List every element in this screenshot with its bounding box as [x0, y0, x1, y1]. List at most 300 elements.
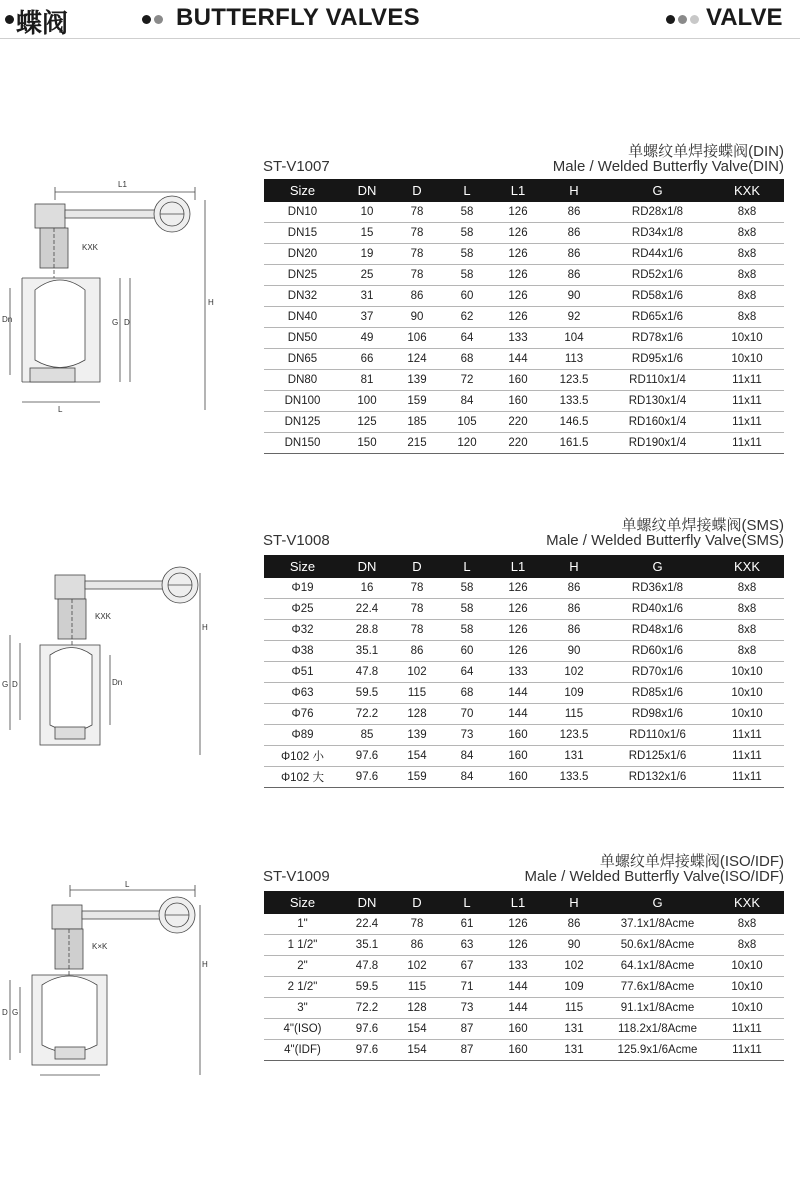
- table-cell: RD28x1/8: [605, 202, 710, 223]
- table-cell: 58: [441, 202, 493, 223]
- table-cell: 185: [393, 412, 441, 433]
- table-row: [264, 202, 784, 223]
- column-header: H: [543, 891, 605, 914]
- dimension-label-l: L: [125, 880, 130, 889]
- table-row: [264, 683, 784, 704]
- table-cell: 115: [393, 977, 441, 998]
- table-cell: 37: [341, 307, 393, 328]
- bullet-dot-icon: [690, 15, 699, 24]
- table-cell: 47.8: [341, 956, 393, 977]
- table-cell: 106: [393, 328, 441, 349]
- table-cell: 35.1: [341, 641, 393, 662]
- table-cell: RD65x1/6: [605, 307, 710, 328]
- table-cell: 160: [493, 746, 543, 767]
- table-cell: DN80: [264, 370, 341, 391]
- table-cell: Φ51: [264, 662, 341, 683]
- table-cell: 78: [393, 202, 441, 223]
- dimension-label-dn: Dn: [2, 315, 13, 324]
- table-cell: 102: [543, 662, 605, 683]
- table-cell: 97.6: [341, 767, 393, 788]
- table-cell: 90: [543, 286, 605, 307]
- table-cell: RD132x1/6: [605, 767, 710, 788]
- table-cell: DN100: [264, 391, 341, 412]
- table-cell: 72: [441, 370, 493, 391]
- table-cell: 104: [543, 328, 605, 349]
- table-cell: 86: [393, 935, 441, 956]
- table-cell: DN65: [264, 349, 341, 370]
- dimension-label-d: D: [12, 680, 18, 689]
- table-cell: 66: [341, 349, 393, 370]
- table-cell: 154: [393, 1019, 441, 1040]
- table-cell: 10x10: [710, 683, 784, 704]
- dimension-label-kxk: KXK: [82, 243, 99, 252]
- table-cell: RD34x1/8: [605, 223, 710, 244]
- table-cell: 220: [493, 433, 543, 454]
- table-cell: 1 1/2": [264, 935, 341, 956]
- table-row: [264, 412, 784, 433]
- model-number: ST-V1008: [263, 532, 330, 549]
- section-title-cn: 单螺纹单焊接蝶阀(ISO/IDF): [599, 853, 784, 870]
- table-cell: 10: [341, 202, 393, 223]
- table-cell: 109: [543, 977, 605, 998]
- column-header: Size: [264, 179, 341, 202]
- table-cell: 102: [543, 956, 605, 977]
- table-cell: 11x11: [710, 725, 784, 746]
- table-cell: 64: [441, 662, 493, 683]
- dimension-label-g: G: [12, 1008, 19, 1017]
- table-cell: 160: [493, 1040, 543, 1061]
- table-cell: 97.6: [341, 746, 393, 767]
- table-cell: RD60x1/6: [605, 641, 710, 662]
- dimension-label-d: D: [124, 318, 130, 327]
- table-row: [264, 599, 784, 620]
- column-header: L: [441, 555, 493, 578]
- table-row: [264, 349, 784, 370]
- table-cell: 4"(ISO): [264, 1019, 341, 1040]
- table-cell: 131: [543, 1040, 605, 1061]
- dimension-label-l: L: [58, 405, 63, 414]
- table-cell: RD36x1/8: [605, 578, 710, 599]
- table-cell: 220: [493, 412, 543, 433]
- table-cell: 144: [493, 977, 543, 998]
- table-cell: 144: [493, 704, 543, 725]
- table-cell: RD52x1/6: [605, 265, 710, 286]
- valve-technical-drawing: [0, 170, 245, 440]
- table-cell: 3": [264, 998, 341, 1019]
- table-cell: 8x8: [710, 202, 784, 223]
- table-cell: 58: [441, 244, 493, 265]
- table-cell: Φ89: [264, 725, 341, 746]
- table-cell: DN40: [264, 307, 341, 328]
- table-cell: 126: [493, 286, 543, 307]
- table-cell: 126: [493, 307, 543, 328]
- table-cell: 126: [493, 599, 543, 620]
- table-cell: 126: [493, 914, 543, 935]
- table-cell: 10x10: [710, 662, 784, 683]
- column-header: L1: [493, 891, 543, 914]
- table-cell: 4"(IDF): [264, 1040, 341, 1061]
- column-header: L1: [493, 555, 543, 578]
- section-title-en: Male / Welded Butterfly Valve(ISO/IDF): [524, 868, 784, 885]
- table-cell: 115: [543, 998, 605, 1019]
- table-row: [264, 244, 784, 265]
- table-cell: 16: [341, 578, 393, 599]
- table-cell: 144: [493, 349, 543, 370]
- table-cell: 78: [393, 223, 441, 244]
- section-title-cn: 单螺纹单焊接蝶阀(SMS): [621, 517, 784, 534]
- table-cell: RD78x1/6: [605, 328, 710, 349]
- table-cell: 126: [493, 935, 543, 956]
- column-header: DN: [341, 891, 393, 914]
- column-header: L1: [493, 179, 543, 202]
- table-cell: RD125x1/6: [605, 746, 710, 767]
- header-cn-title: 蝶阀: [16, 8, 69, 38]
- table-cell: 2 1/2": [264, 977, 341, 998]
- table-cell: RD40x1/6: [605, 599, 710, 620]
- table-cell: 63: [441, 935, 493, 956]
- table-cell: 78: [393, 620, 441, 641]
- dimension-label-kxk: KXK: [95, 612, 112, 621]
- spec-table-iso-idf: [264, 891, 784, 1061]
- table-cell: 31: [341, 286, 393, 307]
- table-cell: 90: [543, 641, 605, 662]
- dimension-label-kxk: K×K: [92, 942, 108, 951]
- table-row: [264, 704, 784, 725]
- table-cell: 25: [341, 265, 393, 286]
- table-cell: 133: [493, 956, 543, 977]
- header-title: BUTTERFLY VALVES: [176, 4, 420, 31]
- table-cell: 8x8: [710, 265, 784, 286]
- table-cell: 58: [441, 265, 493, 286]
- table-cell: 58: [441, 578, 493, 599]
- table-cell: 161.5: [543, 433, 605, 454]
- table-cell: 160: [493, 767, 543, 788]
- table-cell: 144: [493, 998, 543, 1019]
- table-cell: 49: [341, 328, 393, 349]
- table-cell: 8x8: [710, 286, 784, 307]
- table-cell: Φ38: [264, 641, 341, 662]
- table-cell: 91.1x1/8Acme: [605, 998, 710, 1019]
- spec-table-din: [264, 179, 784, 454]
- table-cell: RD95x1/6: [605, 349, 710, 370]
- table-cell: 10x10: [710, 977, 784, 998]
- table-cell: 8x8: [710, 641, 784, 662]
- table-cell: 86: [543, 223, 605, 244]
- table-cell: 50.6x1/8Acme: [605, 935, 710, 956]
- table-cell: 97.6: [341, 1019, 393, 1040]
- table-cell: RD110x1/4: [605, 370, 710, 391]
- table-cell: 139: [393, 370, 441, 391]
- table-cell: Φ25: [264, 599, 341, 620]
- table-cell: RD130x1/4: [605, 391, 710, 412]
- table-cell: 73: [441, 998, 493, 1019]
- table-cell: 150: [341, 433, 393, 454]
- table-cell: 8x8: [710, 307, 784, 328]
- table-row: [264, 307, 784, 328]
- table-cell: Φ76: [264, 704, 341, 725]
- table-row: [264, 998, 784, 1019]
- bullet-dot-icon: [678, 15, 687, 24]
- header-category: VALVE: [706, 4, 783, 31]
- table-cell: 159: [393, 391, 441, 412]
- table-cell: 8x8: [710, 620, 784, 641]
- table-cell: 73: [441, 725, 493, 746]
- table-cell: 86: [543, 244, 605, 265]
- table-cell: RD70x1/6: [605, 662, 710, 683]
- column-header: DN: [341, 555, 393, 578]
- table-row: [264, 746, 784, 767]
- dimension-label-dn: Dn: [112, 678, 123, 687]
- table-cell: 115: [393, 683, 441, 704]
- table-cell: 160: [493, 391, 543, 412]
- table-cell: RD190x1/4: [605, 433, 710, 454]
- table-cell: 10x10: [710, 349, 784, 370]
- table-cell: DN20: [264, 244, 341, 265]
- table-cell: 84: [441, 767, 493, 788]
- table-row: [264, 391, 784, 412]
- table-cell: 47.8: [341, 662, 393, 683]
- table-cell: 8x8: [710, 599, 784, 620]
- section-title-cn: 单螺纹单焊接蝶阀(DIN): [628, 143, 784, 160]
- table-cell: 86: [543, 265, 605, 286]
- table-cell: 126: [493, 244, 543, 265]
- column-header: D: [393, 179, 441, 202]
- table-row: [264, 433, 784, 454]
- table-cell: 8x8: [710, 223, 784, 244]
- dimension-label-d: D: [2, 1008, 8, 1017]
- bullet-dot-icon: [5, 15, 14, 24]
- table-cell: 87: [441, 1019, 493, 1040]
- header-divider: [0, 38, 800, 39]
- bullet-dot-icon: [154, 15, 163, 24]
- valve-technical-drawing: [0, 555, 245, 770]
- dimension-label-h: H: [202, 960, 208, 969]
- column-header: G: [605, 555, 710, 578]
- table-header-row: [264, 179, 784, 202]
- table-cell: 11x11: [710, 370, 784, 391]
- section-title-en: Male / Welded Butterfly Valve(SMS): [546, 532, 784, 549]
- table-cell: RD58x1/6: [605, 286, 710, 307]
- table-cell: 78: [393, 244, 441, 265]
- table-cell: 58: [441, 620, 493, 641]
- table-cell: 8x8: [710, 578, 784, 599]
- table-cell: 113: [543, 349, 605, 370]
- table-row: [264, 956, 784, 977]
- table-cell: 125.9x1/6Acme: [605, 1040, 710, 1061]
- column-header: D: [393, 891, 441, 914]
- table-cell: 102: [393, 662, 441, 683]
- column-header: L: [441, 891, 493, 914]
- dimension-label-g: G: [2, 680, 9, 689]
- bullet-dot-icon: [666, 15, 675, 24]
- table-cell: Φ63: [264, 683, 341, 704]
- model-number: ST-V1009: [263, 868, 330, 885]
- table-cell: 11x11: [710, 391, 784, 412]
- table-cell: 28.8: [341, 620, 393, 641]
- table-cell: Φ102 小: [264, 746, 341, 767]
- table-cell: RD98x1/6: [605, 704, 710, 725]
- table-row: [264, 935, 784, 956]
- table-cell: 87: [441, 1040, 493, 1061]
- table-cell: 11x11: [710, 1040, 784, 1061]
- table-row: [264, 641, 784, 662]
- table-cell: 77.6x1/8Acme: [605, 977, 710, 998]
- table-cell: 8x8: [710, 244, 784, 265]
- table-cell: DN150: [264, 433, 341, 454]
- table-header-row: [264, 555, 784, 578]
- table-cell: 15: [341, 223, 393, 244]
- table-row: [264, 977, 784, 998]
- table-cell: 109: [543, 683, 605, 704]
- table-cell: 139: [393, 725, 441, 746]
- table-cell: RD85x1/6: [605, 683, 710, 704]
- table-cell: 154: [393, 1040, 441, 1061]
- table-cell: 84: [441, 746, 493, 767]
- table-cell: 86: [543, 914, 605, 935]
- table-cell: RD48x1/6: [605, 620, 710, 641]
- table-cell: 72.2: [341, 998, 393, 1019]
- table-cell: 78: [393, 914, 441, 935]
- spec-table-sms: [264, 555, 784, 788]
- table-cell: 126: [493, 265, 543, 286]
- dimension-label-g: G: [112, 318, 119, 327]
- table-cell: 160: [493, 725, 543, 746]
- table-cell: 10x10: [710, 956, 784, 977]
- table-row: [264, 223, 784, 244]
- bullet-dot-icon: [142, 15, 151, 24]
- table-cell: 11x11: [710, 1019, 784, 1040]
- table-cell: 19: [341, 244, 393, 265]
- model-number: ST-V1007: [263, 158, 330, 175]
- table-cell: 105: [441, 412, 493, 433]
- table-cell: 62: [441, 307, 493, 328]
- table-cell: 160: [493, 1019, 543, 1040]
- table-cell: 86: [543, 599, 605, 620]
- table-cell: 123.5: [543, 370, 605, 391]
- table-cell: 154: [393, 746, 441, 767]
- column-header: KXK: [710, 555, 784, 578]
- table-cell: 78: [393, 599, 441, 620]
- table-cell: 58: [441, 223, 493, 244]
- table-cell: 120: [441, 433, 493, 454]
- table-cell: 133: [493, 328, 543, 349]
- table-cell: 128: [393, 998, 441, 1019]
- table-cell: 124: [393, 349, 441, 370]
- table-cell: 123.5: [543, 725, 605, 746]
- table-cell: DN32: [264, 286, 341, 307]
- table-cell: 22.4: [341, 599, 393, 620]
- table-cell: 11x11: [710, 412, 784, 433]
- dimension-label-l1: L1: [118, 180, 127, 189]
- table-cell: 102: [393, 956, 441, 977]
- table-cell: 35.1: [341, 935, 393, 956]
- table-row: [264, 620, 784, 641]
- table-row: [264, 767, 784, 788]
- table-cell: 131: [543, 746, 605, 767]
- table-cell: 10x10: [710, 998, 784, 1019]
- table-cell: 68: [441, 349, 493, 370]
- table-cell: 59.5: [341, 977, 393, 998]
- table-cell: 86: [393, 286, 441, 307]
- table-cell: 146.5: [543, 412, 605, 433]
- table-cell: 78: [393, 265, 441, 286]
- table-cell: 59.5: [341, 683, 393, 704]
- table-header-row: [264, 891, 784, 914]
- column-header: KXK: [710, 179, 784, 202]
- table-cell: Φ102 大: [264, 767, 341, 788]
- table-cell: 37.1x1/8Acme: [605, 914, 710, 935]
- table-cell: 1": [264, 914, 341, 935]
- table-cell: 81: [341, 370, 393, 391]
- table-cell: Φ32: [264, 620, 341, 641]
- table-cell: 86: [543, 620, 605, 641]
- table-cell: 126: [493, 578, 543, 599]
- table-cell: 215: [393, 433, 441, 454]
- column-header: H: [543, 555, 605, 578]
- table-cell: 97.6: [341, 1040, 393, 1061]
- table-cell: 85: [341, 725, 393, 746]
- table-cell: 92: [543, 307, 605, 328]
- page-header: [0, 0, 800, 42]
- table-row: [264, 914, 784, 935]
- table-cell: 10x10: [710, 704, 784, 725]
- table-row: [264, 286, 784, 307]
- table-cell: 67: [441, 956, 493, 977]
- table-row: [264, 662, 784, 683]
- column-header: Size: [264, 555, 341, 578]
- table-cell: 10x10: [710, 328, 784, 349]
- column-header: L: [441, 179, 493, 202]
- table-cell: 131: [543, 1019, 605, 1040]
- table-cell: 90: [543, 935, 605, 956]
- table-cell: 64.1x1/8Acme: [605, 956, 710, 977]
- table-cell: 11x11: [710, 433, 784, 454]
- table-cell: 78: [393, 578, 441, 599]
- table-cell: 72.2: [341, 704, 393, 725]
- column-header: KXK: [710, 891, 784, 914]
- table-cell: 86: [543, 202, 605, 223]
- section-title-en: Male / Welded Butterfly Valve(DIN): [552, 158, 784, 175]
- table-cell: 90: [393, 307, 441, 328]
- table-cell: DN50: [264, 328, 341, 349]
- column-header: D: [393, 555, 441, 578]
- column-header: Size: [264, 891, 341, 914]
- table-cell: RD110x1/6: [605, 725, 710, 746]
- column-header: DN: [341, 179, 393, 202]
- table-cell: DN25: [264, 265, 341, 286]
- table-cell: 60: [441, 641, 493, 662]
- table-cell: 133.5: [543, 767, 605, 788]
- table-cell: 133.5: [543, 391, 605, 412]
- table-row: [264, 1019, 784, 1040]
- column-header: H: [543, 179, 605, 202]
- table-cell: 126: [493, 202, 543, 223]
- table-cell: 84: [441, 391, 493, 412]
- table-cell: 58: [441, 599, 493, 620]
- table-cell: 61: [441, 914, 493, 935]
- table-cell: 22.4: [341, 914, 393, 935]
- table-cell: 8x8: [710, 914, 784, 935]
- table-row: [264, 578, 784, 599]
- valve-technical-drawing: [0, 875, 245, 1090]
- table-cell: 118.2x1/8Acme: [605, 1019, 710, 1040]
- table-cell: 126: [493, 620, 543, 641]
- table-cell: 125: [341, 412, 393, 433]
- column-header: G: [605, 179, 710, 202]
- table-cell: 128: [393, 704, 441, 725]
- table-cell: 60: [441, 286, 493, 307]
- table-cell: DN15: [264, 223, 341, 244]
